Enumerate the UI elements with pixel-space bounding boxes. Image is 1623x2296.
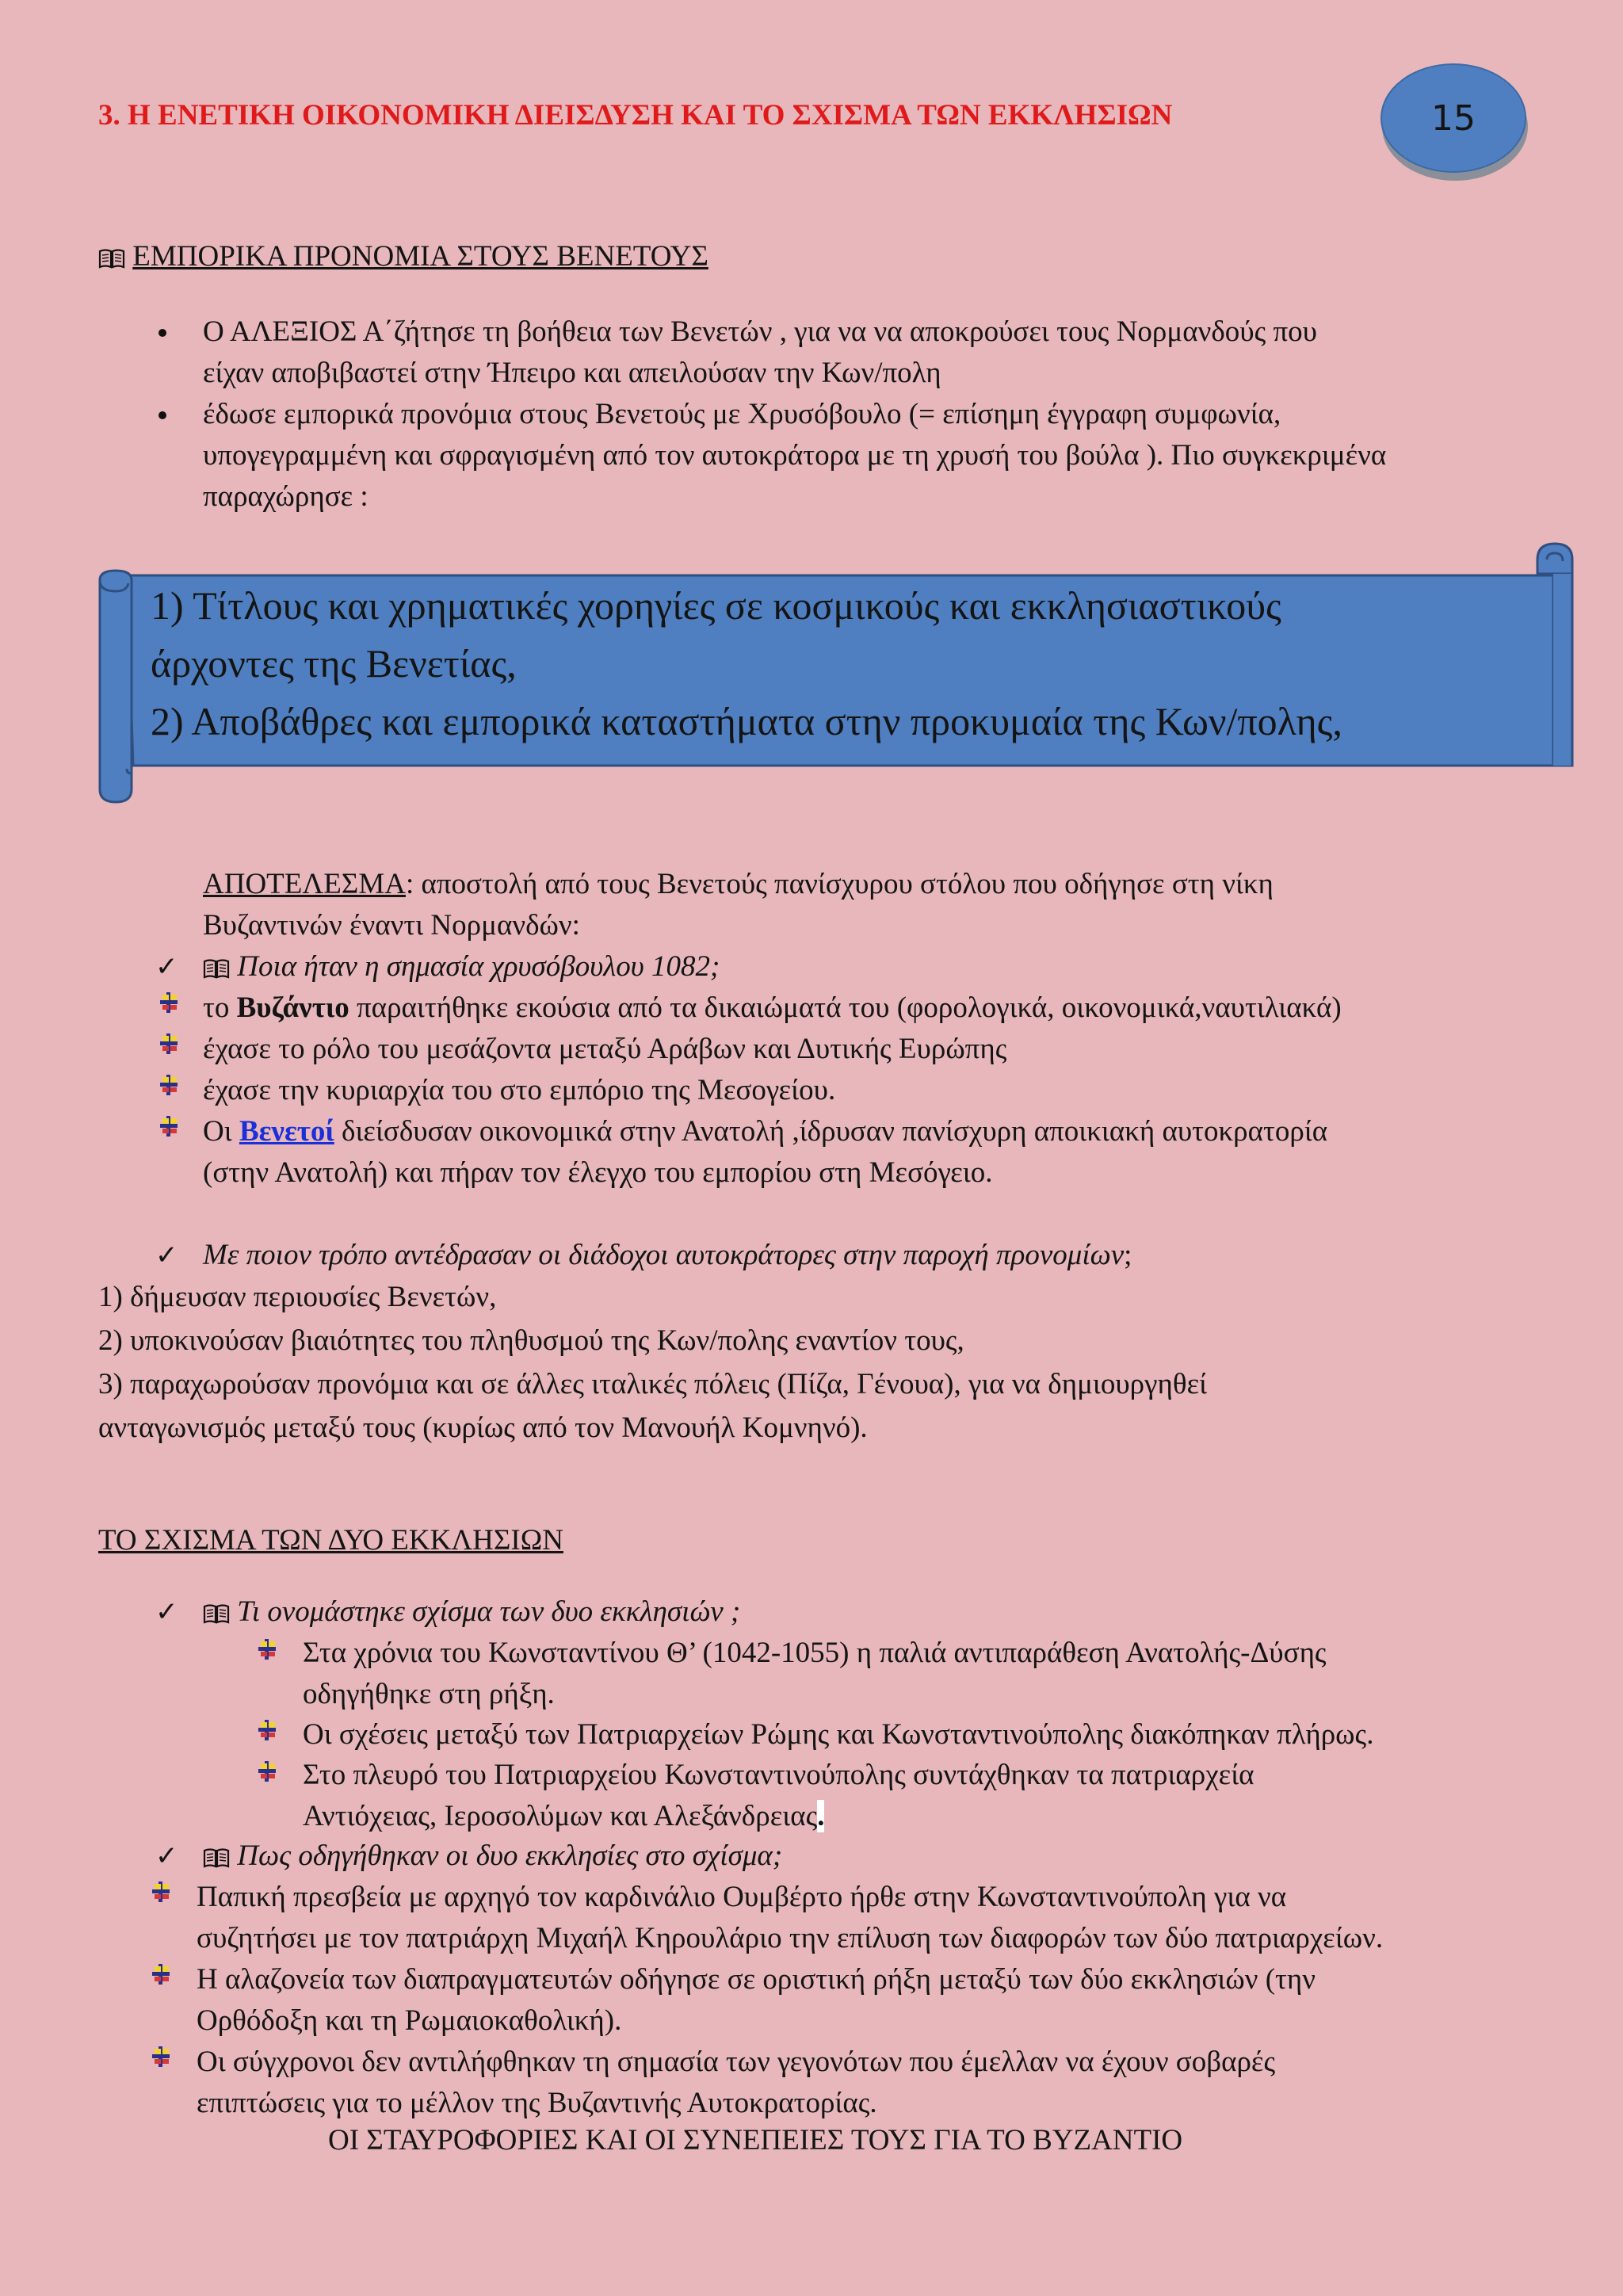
answer-line: 2) υποκινούσαν βιαιότητες του πληθυσμού της Κων/πολης εναντίον τους, bbox=[98, 1324, 964, 1357]
list-item: Ορθόδοξη και τη Ρωμαιοκαθολική). bbox=[197, 2004, 622, 2037]
question-schism-name: Τι ονομάστηκε σχίσμα των δυο εκκλησιών ; bbox=[203, 1591, 740, 1633]
scroll-line: 1) Τίτλους και χρηματικές χορηγίες σε κοσμικούς και εκκλησιαστικούς bbox=[151, 583, 1281, 628]
list-item: Η αλαζονεία των διαπραγματευτών οδήγησε σε οριστική ρήξη μεταξύ των δύο εκκλησιών (την bbox=[197, 1963, 1316, 1996]
check-icon: ✓ bbox=[155, 951, 178, 983]
bullet-dot-icon bbox=[158, 411, 166, 419]
list-item: έχασε την κυριαρχία του στο εμπόριο της Μεσογείου. bbox=[203, 1074, 836, 1106]
scroll-line: 2) Αποβάθρες και εμπορικά καταστήματα στην προκυμαία της Κων/πολης, bbox=[151, 699, 1342, 743]
check-icon: ✓ bbox=[155, 1840, 178, 1872]
section-title-commercial-privileges bbox=[98, 236, 708, 277]
question-reaction: Με ποιον τρόπο αντέδρασαν οι διάδοχοι αυτοκράτορες στην παροχή προνομίων; bbox=[203, 1239, 1132, 1271]
section-title-text: ΕΜΠΟΡΙΚΑ ΠΡΟΝΟΜΙΑ ΣΤΟΥΣ ΒΕΝΕΤΟΥΣ bbox=[132, 240, 708, 273]
answer-line: 3) παραχωρούσαν προνόμια και σε άλλες ιταλικές πόλεις (Πίζα, Γένουα), για να δημιουργηθεί bbox=[98, 1368, 1208, 1400]
book-icon bbox=[203, 1603, 230, 1624]
book-icon bbox=[203, 1847, 230, 1868]
chapter-title: 3. Η ΕΝΕΤΙΚΗ ΟΙΚΟΝΟΜΙΚΗ ΔΙΕΙΣΔΥΣΗ ΚΑΙ ΤΟ ΣΧΙΣΜΑ ΤΩΝ ΕΚΚΛΗΣΙΩΝ bbox=[98, 99, 1173, 132]
list-item: Αντιόχειας, Ιεροσολύμων και Αλεξάνδρειας. bbox=[303, 1800, 825, 1832]
answer-line: 1) δήμευσαν περιουσίες Βενετών, bbox=[98, 1281, 497, 1313]
bullet-text: έδωσε εμπορικά προνόμια στους Βενετούς με Χρυσόβουλο (= επίσημη έγγραφη συμφωνία, bbox=[203, 398, 1281, 430]
cross-bullet-icon bbox=[151, 1880, 171, 1904]
venetians-link[interactable]: Βενετοί bbox=[239, 1115, 334, 1148]
bullet-text: παραχώρησε : bbox=[203, 480, 369, 513]
list-item: Οι σχέσεις μεταξύ των Πατριαρχείων Ρώμης και Κωνσταντινούπολης διακόπηκαν πλήρως. bbox=[303, 1718, 1374, 1751]
cross-bullet-icon bbox=[257, 1718, 277, 1742]
question-schism-cause: Πως οδηγήθηκαν οι δυο εκκλησίες στο σχίσμα; bbox=[203, 1836, 782, 1877]
list-item: Στα χρόνια του Κωνσταντίνου Θ’ (1042-1055) η παλιά αντιπαράθεση Ανατολής-Δύσης bbox=[303, 1637, 1327, 1669]
result-text: Βυζαντινών έναντι Νορμανδών: bbox=[203, 909, 580, 942]
bullet-dot-icon bbox=[158, 329, 166, 337]
cross-bullet-icon bbox=[151, 2045, 171, 2069]
list-item: οδηγήθηκε στη ρήξη. bbox=[303, 1678, 555, 1710]
list-item: συζητήσει με τον πατριάρχη Μιχαήλ Κηρουλάριο την επίλυση των διαφορών των δύο πατριαρχείων. bbox=[197, 1922, 1384, 1954]
list-item: Παπική πρεσβεία με αρχηγό τον καρδινάλιο Ουμβέρτο ήρθε στην Κωνσταντινούπολη για να bbox=[197, 1881, 1287, 1913]
page-number-badge bbox=[1381, 63, 1528, 182]
cross-bullet-icon bbox=[158, 991, 179, 1014]
answer-line: ανταγωνισμός μεταξύ τους (κυρίως από τον Μανουήλ Κομνηνό). bbox=[98, 1412, 868, 1444]
bullet-text: είχαν αποβιβαστεί στην Ήπειρο και απειλούσαν την Κων/πολη bbox=[203, 357, 941, 389]
question-text: Ποια ήταν η σημασία χρυσόβουλου 1082; bbox=[237, 950, 720, 983]
page-number: 15 bbox=[1381, 63, 1526, 173]
cross-bullet-icon bbox=[151, 1962, 171, 1986]
list-item: (στην Ανατολή) και πήραν τον έλεγχο του εμπορίου στη Μεσόγειο. bbox=[203, 1156, 993, 1189]
check-icon: ✓ bbox=[155, 1596, 178, 1628]
result-label: ΑΠΟΤΕΛΕΣΜΑ bbox=[203, 868, 406, 900]
cross-bullet-icon bbox=[257, 1759, 277, 1783]
result-paragraph bbox=[203, 864, 1274, 905]
book-icon bbox=[203, 958, 230, 979]
question-significance bbox=[203, 946, 720, 988]
bullet-text: Ο ΑΛΕΞΙΟΣ Α΄ζήτησε τη βοήθεια των Βενετών , για να να αποκρούσει τους Νορμανδούς που bbox=[203, 315, 1317, 348]
cross-bullet-icon bbox=[257, 1637, 277, 1661]
next-section-title: ΟΙ ΣΤΑΥΡΟΦΟΡΙΕΣ ΚΑΙ ΟΙ ΣΥΝΕΠΕΙΕΣ ΤΟΥΣ ΓΙΑ ΤΟ ΒΥΖΑΝΤΙΟ bbox=[328, 2124, 1183, 2157]
cross-bullet-icon bbox=[158, 1073, 179, 1097]
bullet-text: υπογεγραμμένη και σφραγισμένη από τον αυτοκράτορα με τη χρυσή του βούλα ). Πιο συγκεκριμένα bbox=[203, 439, 1387, 472]
list-item: Οι Βενετοί διείσδυσαν οικονομικά στην Ανατολή ,ίδρυσαν πανίσχυρη αποικιακή αυτοκρατορία bbox=[203, 1115, 1328, 1148]
list-item: Οι σύγχρονοι δεν αντιλήφθηκαν τη σημασία των γεγονότων που έμελλαν να έχουν σοβαρές bbox=[197, 2046, 1276, 2078]
privileges-scroll-box bbox=[95, 536, 1577, 805]
list-item: Στο πλευρό του Πατριαρχείου Κωνσταντινούπολης συντάχθηκαν τα πατριαρχεία bbox=[303, 1759, 1254, 1791]
cross-bullet-icon bbox=[158, 1114, 179, 1138]
section-title-schism: ΤΟ ΣΧΙΣΜΑ ΤΩΝ ΔΥΟ ΕΚΚΛΗΣΙΩΝ bbox=[98, 1524, 563, 1557]
check-icon: ✓ bbox=[155, 1240, 178, 1271]
book-icon bbox=[98, 248, 125, 269]
list-item: το Βυζάντιο παραιτήθηκε εκούσια από τα δικαιώματά του (φορολογικά, οικονομικά,ναυτιλιακά) bbox=[203, 991, 1342, 1024]
cross-bullet-icon bbox=[158, 1032, 179, 1056]
list-item: έχασε το ρόλο του μεσάζοντα μεταξύ Αράβων και Δυτικής Ευρώπης bbox=[203, 1033, 1007, 1065]
scroll-line: άρχοντες της Βενετίας, bbox=[151, 641, 517, 686]
result-text: : αποστολή από τους Βενετούς πανίσχυρου στόλου που οδήγησε στη νίκη bbox=[405, 868, 1274, 900]
list-item: επιπτώσεις για το μέλλον της Βυζαντινής Αυτοκρατορίας. bbox=[197, 2087, 877, 2119]
